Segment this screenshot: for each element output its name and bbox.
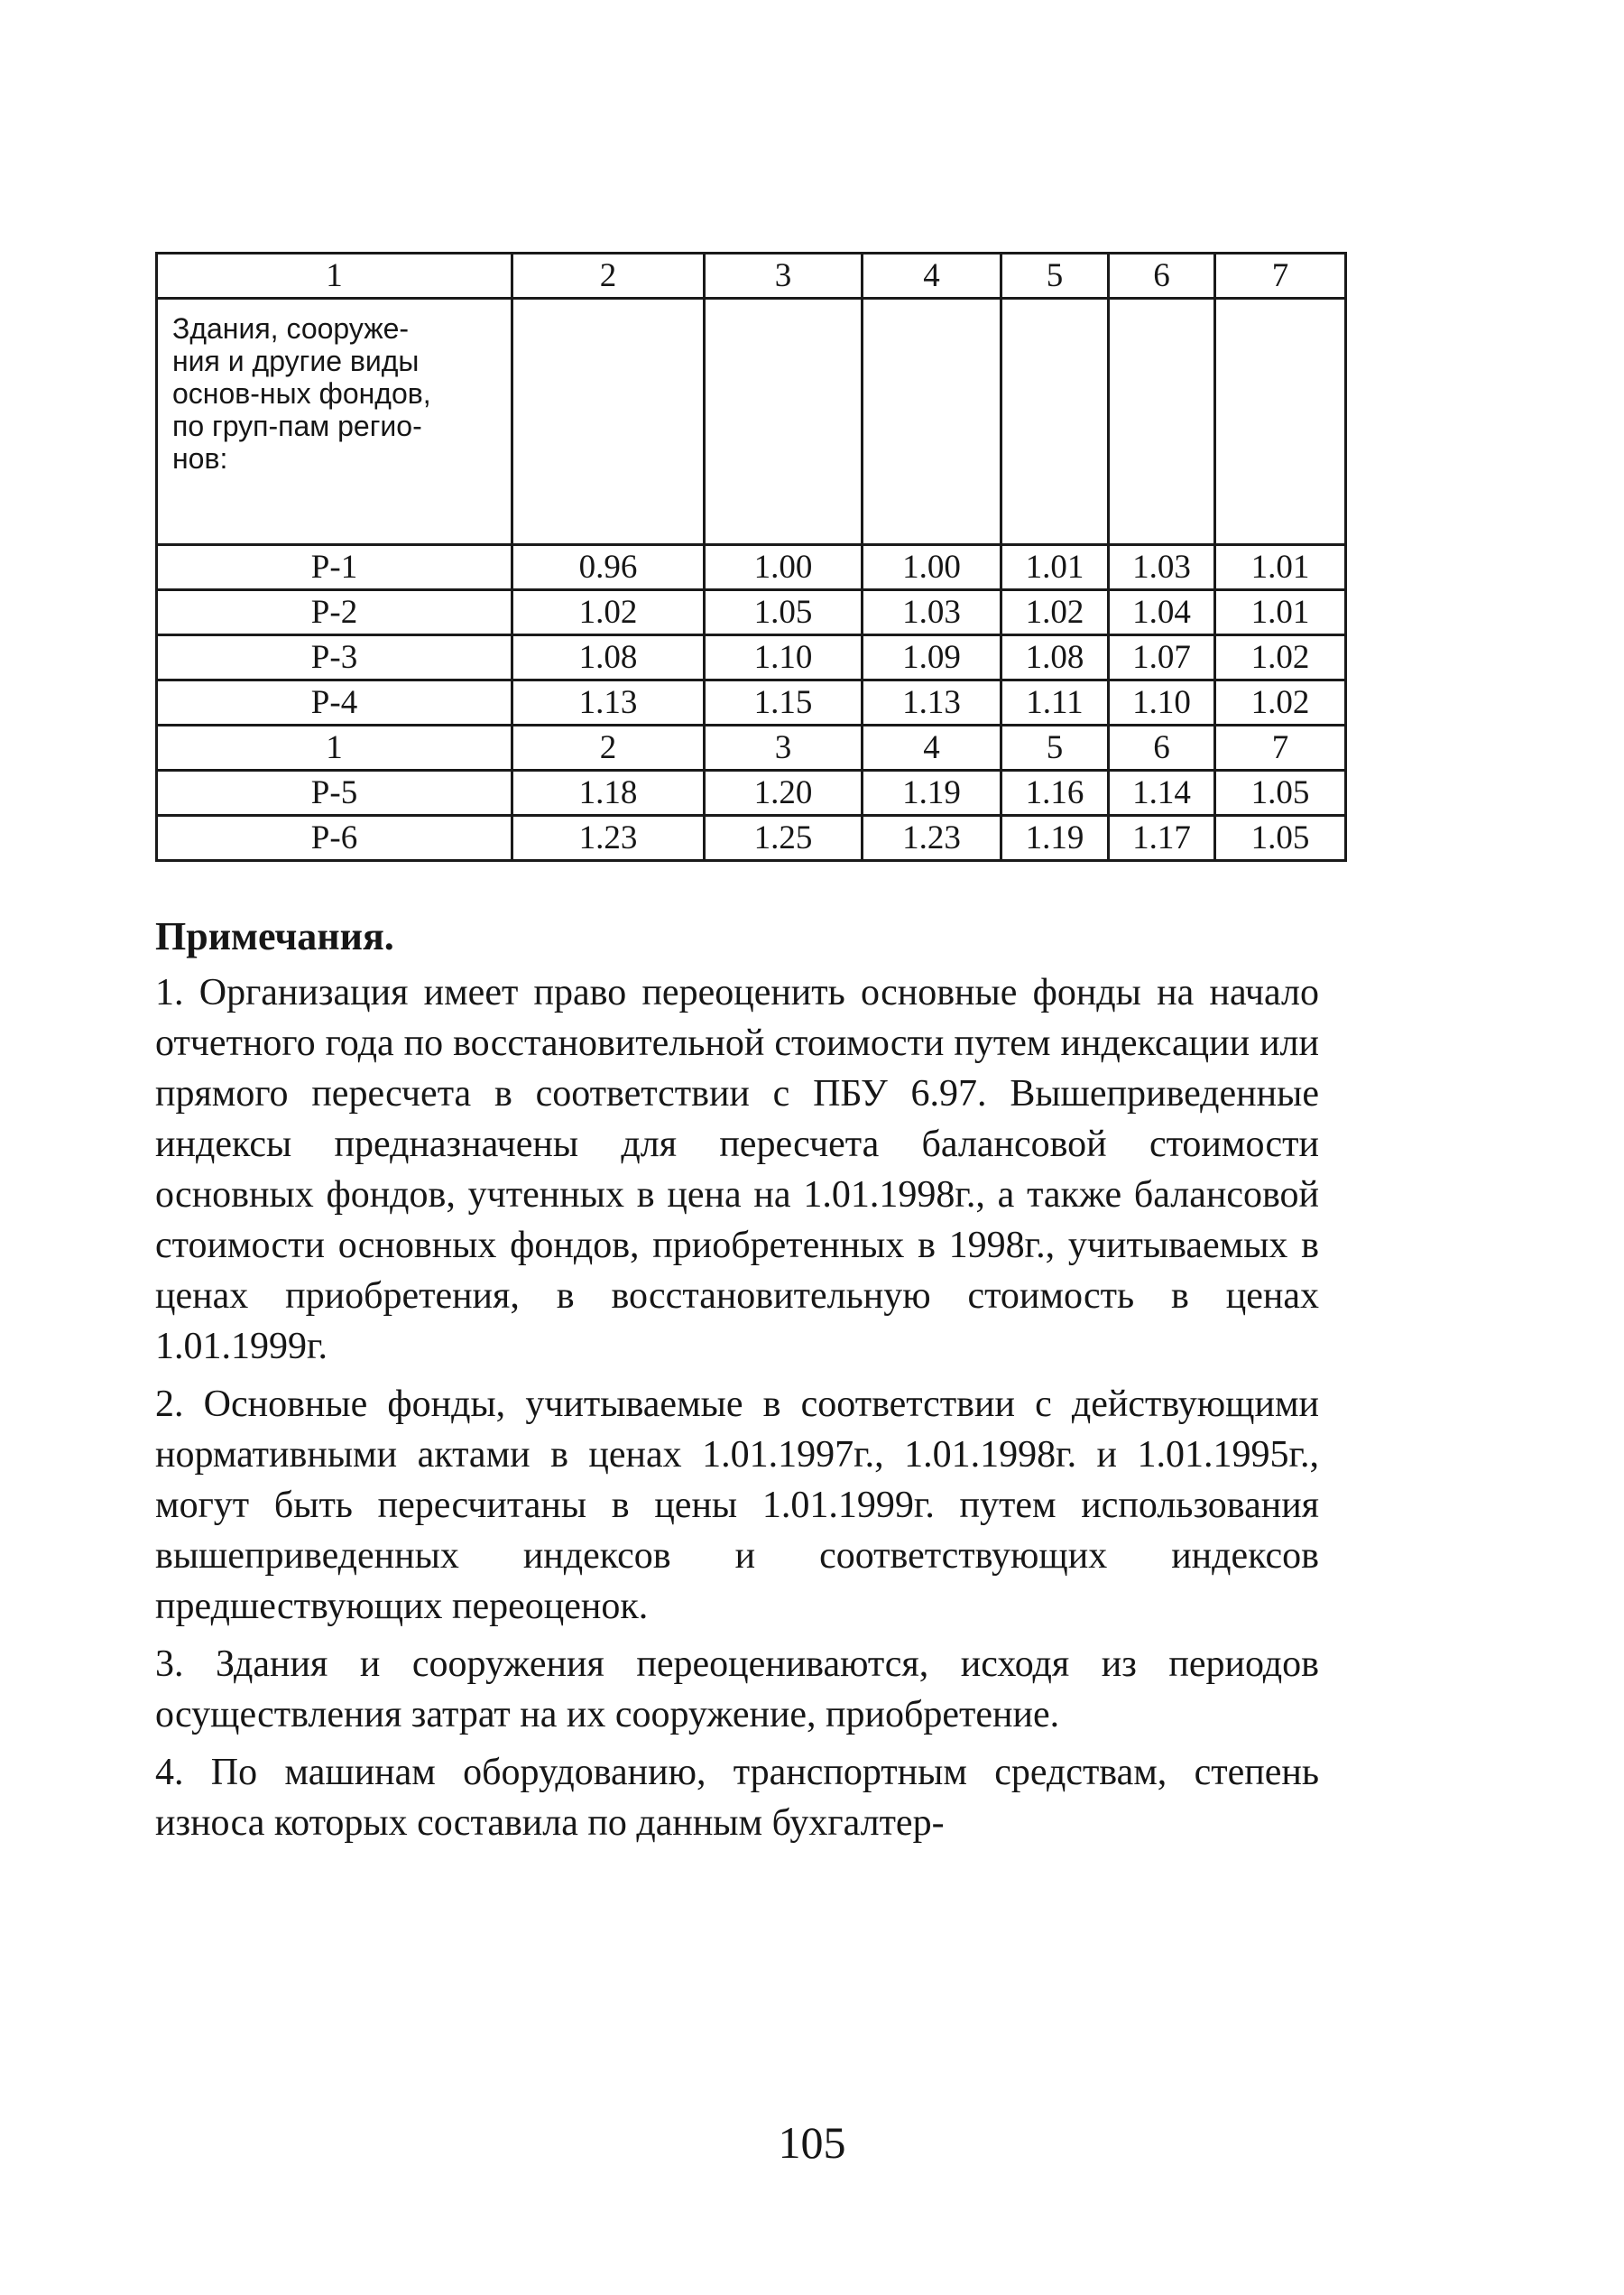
table-row xyxy=(157,590,1346,635)
value-cell: 1.19 xyxy=(863,771,1001,816)
value-cell: 1.08 xyxy=(1001,635,1109,680)
region-cell: Р-1 xyxy=(157,545,512,590)
value-cell: 1.01 xyxy=(1215,545,1346,590)
region-cell: Р-3 xyxy=(157,635,512,680)
value-cell: 1.13 xyxy=(863,680,1001,726)
header-cell: 4 xyxy=(863,254,1001,299)
empty-cell xyxy=(1001,299,1109,545)
value-cell: 1.23 xyxy=(863,816,1001,861)
value-cell: 1.03 xyxy=(1109,545,1215,590)
region-cell: Р-2 xyxy=(157,590,512,635)
page-number: 105 xyxy=(778,2117,846,2168)
table-row xyxy=(157,771,1346,816)
description-row xyxy=(157,299,1346,545)
header-cell: 5 xyxy=(1001,726,1109,771)
value-cell: 1.23 xyxy=(512,816,705,861)
index-table xyxy=(155,252,1347,862)
value-cell: 1.15 xyxy=(705,680,863,726)
header-cell: 2 xyxy=(512,254,705,299)
header-cell: 2 xyxy=(512,726,705,771)
value-cell: 1.16 xyxy=(1001,771,1109,816)
value-cell: 1.01 xyxy=(1001,545,1109,590)
value-cell: 1.19 xyxy=(1001,816,1109,861)
region-cell: Р-6 xyxy=(157,816,512,861)
empty-cell xyxy=(863,299,1001,545)
header-cell: 7 xyxy=(1215,726,1346,771)
note-paragraph: 3. Здания и сооружения переоцениваются, исходя из периодов осуществления затрат на их сооружение, приобретение. xyxy=(155,1643,1319,1735)
value-cell: 0.96 xyxy=(512,545,705,590)
header-cell: 4 xyxy=(863,726,1001,771)
value-cell: 1.02 xyxy=(512,590,705,635)
value-cell: 1.02 xyxy=(1215,635,1346,680)
empty-cell xyxy=(705,299,863,545)
value-cell: 1.08 xyxy=(512,635,705,680)
repeated-header-row xyxy=(157,726,1346,771)
table-row xyxy=(157,545,1346,590)
note-paragraph: 1. Организация имеет право переоценить основные фонды на начало отчетного года по восстановительной стоимости путем индексации или прямого пересчета в соответствии с ПБУ 6.97. Вышеприведенные индексы предназначены для пересчета балансовой стоимости основных фондов, учтенных в цена на 1.01.1998г., а также балансовой стоимости основных фондов, приобретенных в 1998г., учитываемых в ценах приобретения, в восстановительную стоимость в ценах 1.01.1999г. xyxy=(155,972,1319,1367)
note-paragraph: 4. По машинам оборудованию, транспортным средствам, степень износа которых составила по данным бухгалтер- xyxy=(155,1752,1319,1844)
value-cell: 1.05 xyxy=(1215,816,1346,861)
header-cell: 1 xyxy=(157,254,512,299)
value-cell: 1.05 xyxy=(1215,771,1346,816)
table-row xyxy=(157,816,1346,861)
header-cell: 1 xyxy=(157,726,512,771)
value-cell: 1.10 xyxy=(705,635,863,680)
value-cell: 1.09 xyxy=(863,635,1001,680)
value-cell: 1.02 xyxy=(1001,590,1109,635)
value-cell: 1.18 xyxy=(512,771,705,816)
empty-cell xyxy=(512,299,705,545)
value-cell: 1.07 xyxy=(1109,635,1215,680)
table-row xyxy=(157,635,1346,680)
value-cell: 1.17 xyxy=(1109,816,1215,861)
notes-section xyxy=(155,912,1319,1855)
value-cell: 1.14 xyxy=(1109,771,1215,816)
notes-title: Примечания. xyxy=(155,914,394,958)
value-cell: 1.13 xyxy=(512,680,705,726)
value-cell: 1.10 xyxy=(1109,680,1215,726)
note-paragraph: 2. Основные фонды, учитываемые в соответствии с действующими нормативными актами в ценах 1.01.1997г., 1.01.1998г. и 1.01.1995г., могут быть пересчитаны в цены 1.01.1999г. путем использования вышеприведенных индексов и соответствующих индексов предшествующих переоценок. xyxy=(155,1383,1319,1627)
value-cell: 1.00 xyxy=(863,545,1001,590)
header-cell: 6 xyxy=(1109,726,1215,771)
value-cell: 1.04 xyxy=(1109,590,1215,635)
table-row xyxy=(157,680,1346,726)
value-cell: 1.02 xyxy=(1215,680,1346,726)
header-cell: 3 xyxy=(705,726,863,771)
value-cell: 1.03 xyxy=(863,590,1001,635)
value-cell: 1.01 xyxy=(1215,590,1346,635)
value-cell: 1.11 xyxy=(1001,680,1109,726)
table-header-row xyxy=(157,254,1346,299)
value-cell: 1.20 xyxy=(705,771,863,816)
description-cell: Здания, сооруже- ния и другие виды основ-ных фондов, по груп-пам регио- нов: xyxy=(157,299,512,545)
value-cell: 1.05 xyxy=(705,590,863,635)
header-cell: 3 xyxy=(705,254,863,299)
header-cell: 7 xyxy=(1215,254,1346,299)
empty-cell xyxy=(1215,299,1346,545)
header-cell: 5 xyxy=(1001,254,1109,299)
value-cell: 1.00 xyxy=(705,545,863,590)
region-cell: Р-5 xyxy=(157,771,512,816)
region-cell: Р-4 xyxy=(157,680,512,726)
value-cell: 1.25 xyxy=(705,816,863,861)
empty-cell xyxy=(1109,299,1215,545)
header-cell: 6 xyxy=(1109,254,1215,299)
